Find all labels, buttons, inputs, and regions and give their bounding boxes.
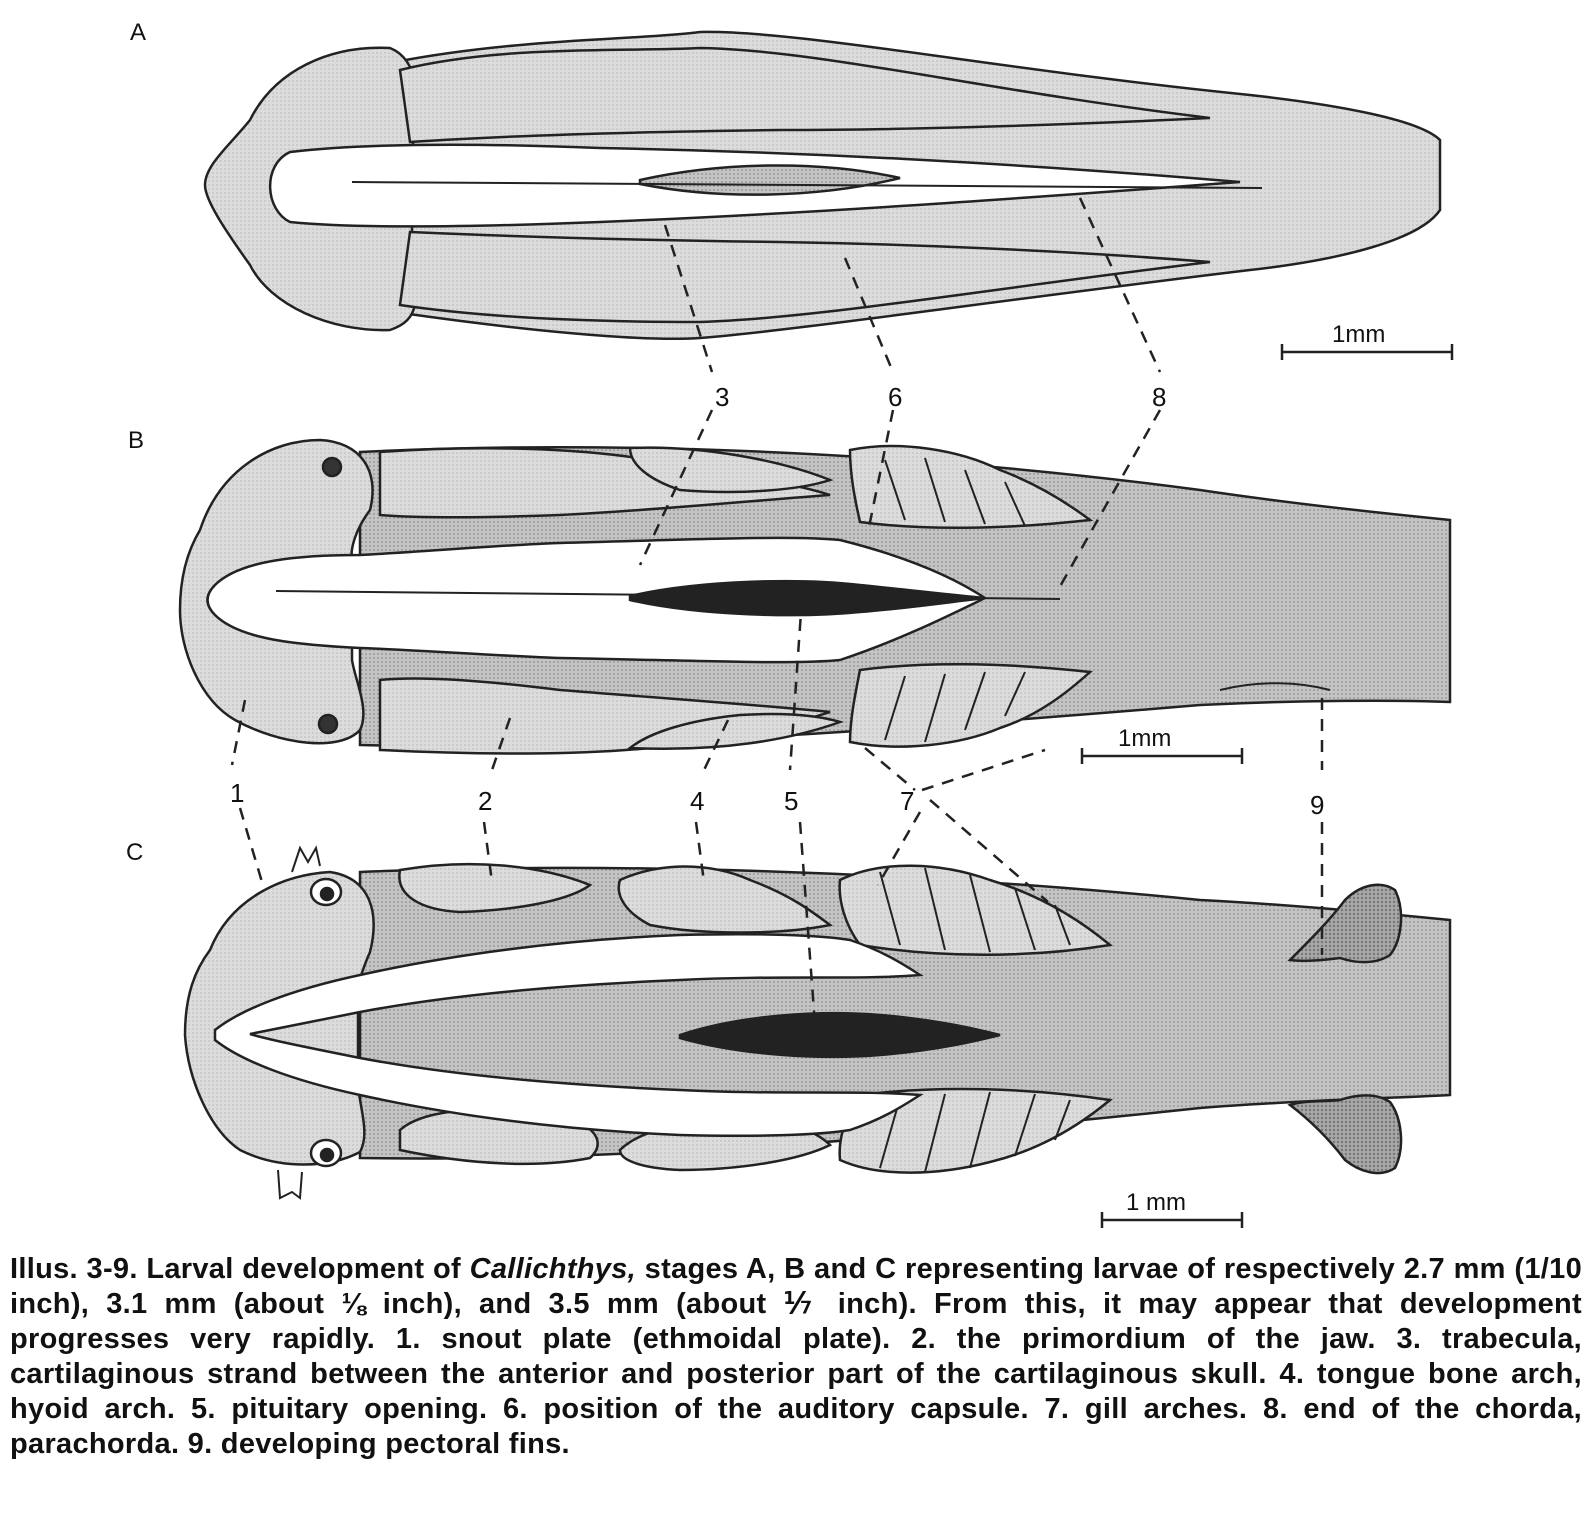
stage-b-letter: B xyxy=(128,427,145,454)
label-5: 5 xyxy=(784,786,799,816)
label-9: 9 xyxy=(1310,790,1325,820)
stage-a-scale-label: 1mm xyxy=(1332,321,1386,348)
label-8: 8 xyxy=(1152,382,1167,412)
caption-lead: Illus. 3-9. Larval development of xyxy=(10,1253,470,1285)
stage-b-scale-label: 1mm xyxy=(1118,725,1172,752)
stage-c-drawing xyxy=(185,848,1450,1198)
stage-a-letter: A xyxy=(130,19,147,46)
stage-c-pectoral-fin-lower xyxy=(1290,1095,1401,1173)
label-1: 1 xyxy=(230,778,245,808)
stage-a-drawing xyxy=(205,32,1440,339)
stage-b-drawing xyxy=(180,440,1450,754)
caption-genus: Callichthys, xyxy=(469,1253,637,1285)
label-6: 6 xyxy=(888,382,903,412)
caption-text: stages A, B and C representing larvae of respectively 2.7 mm (1/10 inch), 3.1 mm (about ⅛ inch), and 3.5 mm (about ⅐ inch). From this, it may appear that development progresses very rapidly. 1. snout plate (ethmoidal plate). 2. the primordium of the jaw. 3. trabecula, cartilaginous strand between the anterior and posterior part of the cartilaginous skull. 4. tongue bone arch, hyoid arch. 5. pituitary opening. 6. position of the auditory capsule. 7. gill arches. 8. end of the chorda, parachorda. 9. developing pectoral fins. xyxy=(10,1253,1583,1460)
label-2: 2 xyxy=(478,786,493,816)
stage-b-eye-upper xyxy=(323,458,341,476)
stage-c-barbel-lower xyxy=(278,1170,302,1198)
stage-c-barbel-upper xyxy=(292,848,320,872)
label-3: 3 xyxy=(715,382,730,412)
stage-b-eye-lower xyxy=(319,715,337,733)
figure-caption xyxy=(10,1252,1582,1462)
stage-c-scale-label: 1 mm xyxy=(1126,1189,1186,1216)
stage-c-letter: C xyxy=(126,839,144,866)
label-4: 4 xyxy=(690,786,705,816)
label-7: 7 xyxy=(900,786,915,816)
